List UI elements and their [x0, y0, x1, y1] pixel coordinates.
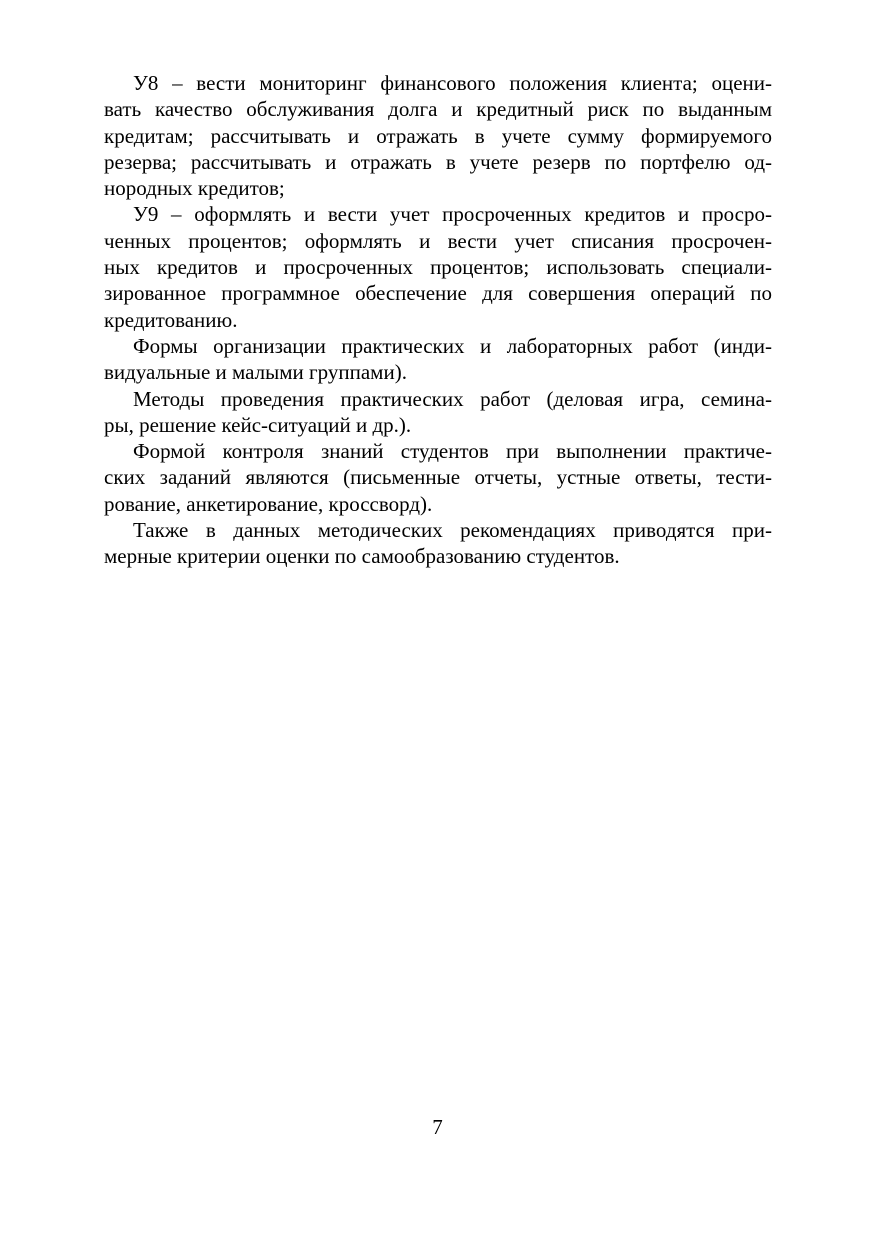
text-line: вать качество обслуживания долга и кредитный риск по выданным	[104, 97, 772, 122]
text-line: Также в данных методических рекомендациях приводятся при-	[133, 518, 772, 543]
paragraph-criteria	[104, 517, 772, 570]
page-number: 7	[432, 1115, 443, 1139]
text-line: У8 – вести мониторинг финансового положения клиента; оцени-	[133, 71, 772, 95]
paragraph-u8	[104, 70, 772, 201]
paragraph-methods	[104, 386, 772, 439]
text-line: У9 – оформлять и вести учет просроченных кредитов и просро-	[133, 202, 772, 227]
text-line: ских заданий являются (письменные отчеты, устные ответы, тести-	[104, 465, 772, 490]
text-line: рование, анкетирование, кроссворд).	[104, 491, 433, 516]
text-line: ры, решение кейс-ситуаций и др.).	[104, 412, 412, 437]
text-line: резерва; рассчитывать и отражать в учете резерв по портфелю од-	[104, 149, 772, 174]
document-body	[104, 70, 772, 570]
text-line: видуальные и малыми группами).	[104, 360, 407, 385]
text-line: нородных кредитов;	[104, 176, 285, 201]
paragraph-control	[104, 438, 772, 517]
paragraph-u9	[104, 201, 772, 332]
text-line: зированное программное обеспечение для совершения операций по	[104, 281, 772, 306]
text-line: ченных процентов; оформлять и вести учет списания просрочен-	[104, 228, 772, 253]
text-line: кредитованию.	[104, 307, 238, 332]
text-line: кредитам; рассчитывать и отражать в учете сумму формируемого	[104, 123, 772, 148]
text-line: Формой контроля знаний студентов при выполнении практиче-	[133, 439, 772, 464]
text-line: Формы организации практических и лабораторных работ (инди-	[133, 333, 772, 358]
paragraph-forms	[104, 333, 772, 386]
text-line: Методы проведения практических работ (деловая игра, семина-	[133, 386, 772, 411]
text-line: мерные критерии оценки по самообразованию студентов.	[104, 544, 620, 569]
text-line: ных кредитов и просроченных процентов; использовать специали-	[104, 255, 772, 280]
